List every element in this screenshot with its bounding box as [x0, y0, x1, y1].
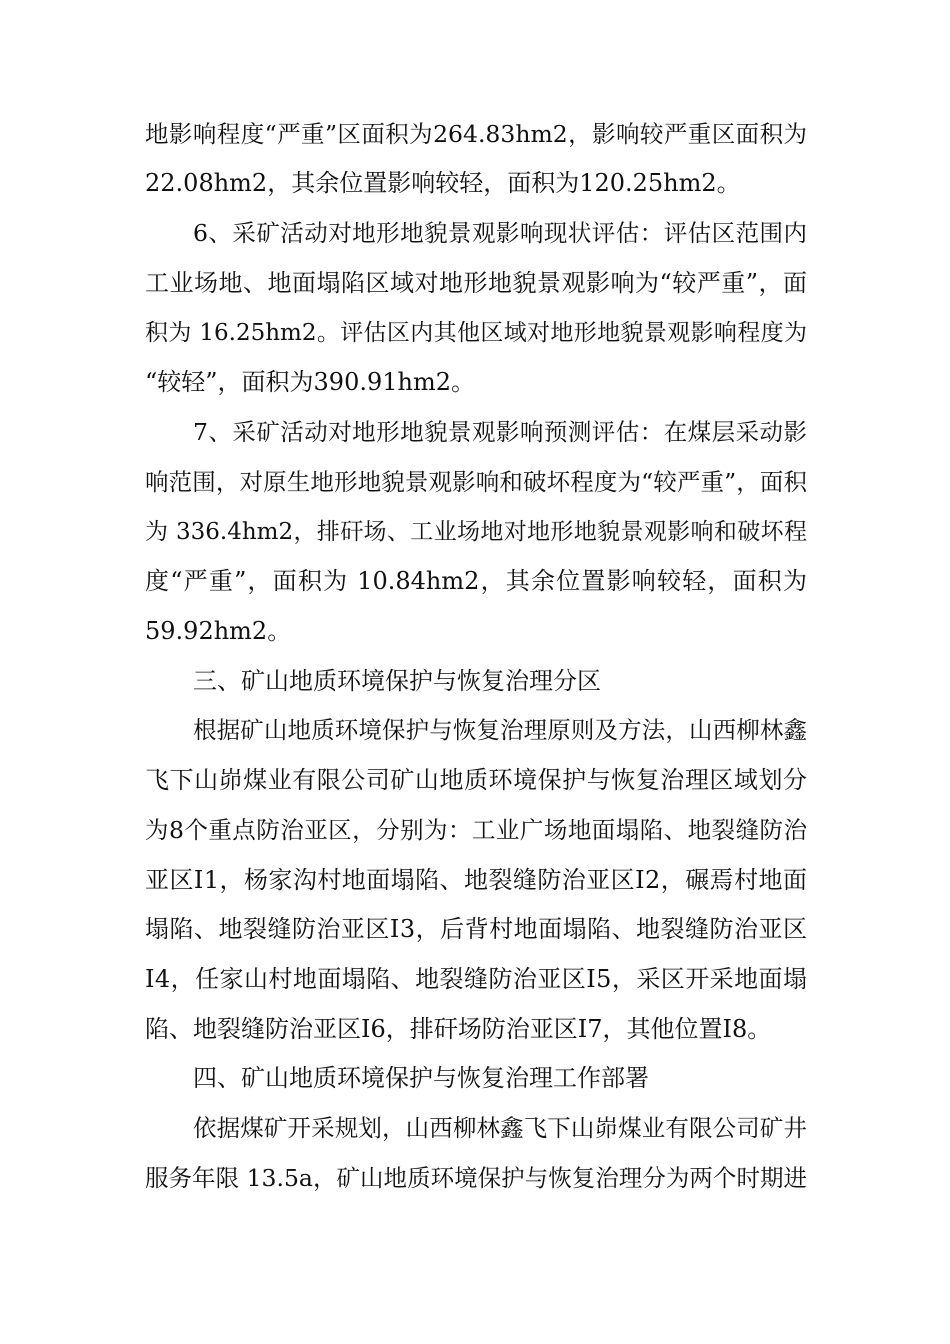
- paragraph-line: 飞下山峁煤业有限公司矿山地质环境保护与恢复治理区域划分: [145, 766, 807, 794]
- paragraph-line: 7、采矿活动对地形地貌景观影响预测评估：在煤层采动影: [193, 418, 807, 446]
- paragraph-line: 亚区Ⅰ1，杨家沟村地面塌陷、地裂缝防治亚区Ⅰ2，碾焉村地面: [145, 866, 807, 894]
- paragraph-line: 59.92hm2。: [145, 617, 292, 645]
- paragraph-line: 依据煤矿开采规划，山西柳林鑫飞下山峁煤业有限公司矿井: [193, 1114, 807, 1142]
- paragraph-line: “较轻”，面积为390.91hm2。: [145, 368, 475, 396]
- section-heading: 三、矿山地质环境保护与恢复治理分区: [193, 667, 601, 695]
- paragraph-line: 陷、地裂缝防治亚区Ⅰ6，排矸场防治亚区Ⅰ7，其他位置Ⅰ8。: [145, 1015, 772, 1043]
- paragraph-line: 根据矿山地质环境保护与恢复治理原则及方法，山西柳林鑫: [193, 716, 807, 744]
- section-heading: 四、矿山地质环境保护与恢复治理工作部署: [193, 1064, 649, 1092]
- paragraph-line: 工业场地、地面塌陷区域对地形地貌景观影响为“较严重”，面: [145, 269, 807, 297]
- paragraph-line: 服务年限 13.5a，矿山地质环境保护与恢复治理分为两个时期进: [145, 1164, 807, 1192]
- paragraph-line: 为8个重点防治亚区，分别为：工业广场地面塌陷、地裂缝防治: [145, 816, 807, 844]
- paragraph-line: 积为 16.25hm2。评估区内其他区域对地形地貌景观影响程度为: [145, 320, 807, 346]
- paragraph-line: 响范围，对原生地形地貌景观影响和破坏程度为“较严重”，面积: [145, 468, 807, 496]
- paragraph-line: Ⅰ4，任家山村地面塌陷、地裂缝防治亚区Ⅰ5，采区开采地面塌: [145, 965, 807, 993]
- paragraph-line: 22.08hm2，其余位置影响较轻，面积为120.25hm2。: [145, 169, 741, 197]
- paragraph-line: 为 336.4hm2，排矸场、工业场地对地形地貌景观影响和破坏程: [145, 519, 807, 545]
- paragraph-line: 塌陷、地裂缝防治亚区Ⅰ3，后背村地面塌陷、地裂缝防治亚区: [145, 915, 807, 943]
- paragraph-line: 6、采矿活动对地形地貌景观影响现状评估：评估区范围内: [193, 219, 807, 247]
- paragraph-line: 地影响程度“严重”区面积为264.83hm2，影响较严重区面积为: [145, 120, 807, 148]
- paragraph-line: 度“严重”，面积为 10.84hm2，其余位置影响较轻，面积为: [145, 567, 807, 595]
